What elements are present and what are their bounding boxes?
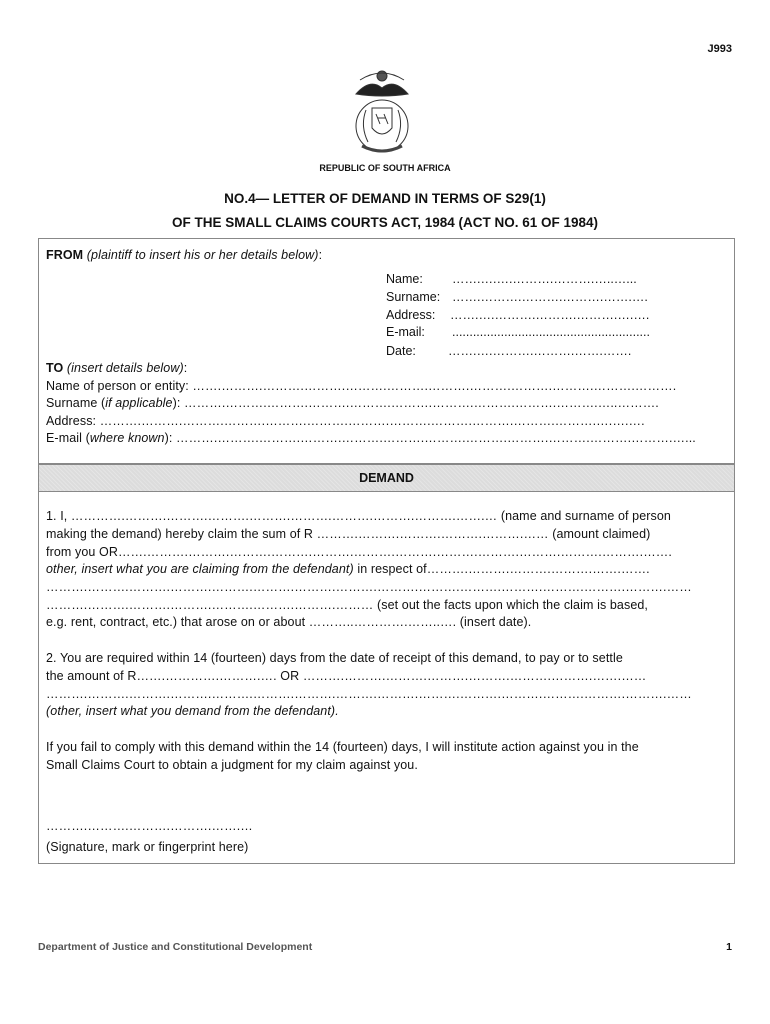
para1-line5[interactable]: ……….……….……….……….……….……….……….……….……….……….……….……….……….……….……….…… [46, 580, 692, 594]
para1-line3[interactable]: from you OR…….……….……….……….……….……….……….……….……….……….……….……….……….……. [46, 545, 672, 559]
para2-line2[interactable]: the amount of R…….………….……….…. OR ……….……….……….……….……….……….……….…….…… [46, 669, 647, 683]
from-email-label: E-mail: [386, 325, 425, 339]
to-name-label: Name of person or entity: [46, 379, 193, 393]
form-code: J993 [707, 43, 732, 55]
from-address-field[interactable]: …….….……….……….……….….…. [450, 308, 650, 322]
from-address-label: Address: [386, 308, 436, 322]
signature-field[interactable]: ……….……….……….……….…….… [46, 819, 253, 833]
form-title-line-1: NO.4— LETTER OF DEMAND IN TERMS OF S29(1) [224, 191, 546, 206]
from-date-field[interactable]: …….….……….……….…….……. [448, 344, 632, 358]
para1-line2[interactable]: making the demand) hereby claim the sum of R ……….……….……….……….……….…… (amount claimed) [46, 527, 651, 541]
from-email-field[interactable]: ......................................................... [452, 325, 650, 339]
coat-of-arms-emblem [350, 66, 414, 156]
to-address-field[interactable]: ……….……….……….……….……….……….……….……….……….……….……….……….….….…. [99, 414, 645, 428]
from-surname-field[interactable]: …….……….……….……….…….…. [452, 290, 648, 304]
to-name-field[interactable]: …….……….……….……….……….……….……….……….……….……….……….………. [192, 379, 677, 393]
para1-line1[interactable]: 1. I, ………….……….……….……….……….……….……….……….……….…….… (name and surname of person [46, 509, 671, 523]
from-surname-label: Surname: [386, 290, 441, 304]
from-heading: FROM (plaintiff to insert his or her details below): [46, 248, 323, 262]
para2-line4: (other, insert what you demand from the defendant). [46, 704, 339, 718]
para2-line1: 2. You are required within 14 (fourteen) days from the date of receipt of this demand, to pay or to settle [46, 651, 623, 665]
para1-line4[interactable]: other, insert what you are claiming from the defendant) in respect of……….……….……….……….…….……. [46, 562, 650, 576]
demand-heading: DEMAND [38, 464, 735, 492]
form-title-line-2: OF THE SMALL CLAIMS COURTS ACT, 1984 (ACT NO. 61 OF 1984) [171, 215, 599, 230]
para1-line7[interactable]: e.g. rent, contract, etc.) that arose on or about ………..………….……..…. (insert date). [46, 615, 532, 629]
to-email-field[interactable]: ……….……….……….……….……….……….……….……….……….……….……….……….…... [176, 431, 696, 445]
from-name-field[interactable]: …….….….……….……….…..…... [452, 272, 637, 286]
warning-line2: Small Claims Court to obtain a judgment for my claim against you. [46, 758, 418, 772]
to-heading: TO (insert details below): [46, 361, 188, 375]
from-date-label: Date: [386, 344, 416, 358]
to-surname-row[interactable]: Surname (if applicable): ……….……….……….……….……….……….……….……….……….……….…..………. [46, 396, 659, 410]
to-name-row[interactable] [46, 379, 676, 393]
para2-line3[interactable]: ……….……….……….……….……….……….……….……….……….……….……….……….……….……….……….…… [46, 687, 692, 701]
para1-line6[interactable]: ……….……….……….……….……….……….……….……… (set out the facts upon which the claim is based, [46, 598, 648, 612]
signature-caption: (Signature, mark or fingerprint here) [46, 840, 249, 854]
warning-line1: If you fail to comply with this demand within the 14 (fourteen) days, I will institute action against you in the [46, 740, 639, 754]
to-address-row[interactable]: Address: ……….……….……….……….……….……….……….……….……….……….……….……….….….…. [46, 414, 645, 428]
page-number: 1 [726, 941, 732, 953]
to-email-row[interactable]: E-mail (where known): ……….……….……….……….……….……….……….……….……….……….……….……….…... [46, 431, 696, 445]
to-surname-field[interactable]: ……….……….……….……….……….……….……….……….……….……….…..………. [184, 396, 659, 410]
footer-department: Department of Justice and Constitutional Development [38, 941, 313, 953]
from-name-label: Name: [386, 272, 423, 286]
republic-label: REPUBLIC OF SOUTH AFRICA [319, 163, 451, 173]
